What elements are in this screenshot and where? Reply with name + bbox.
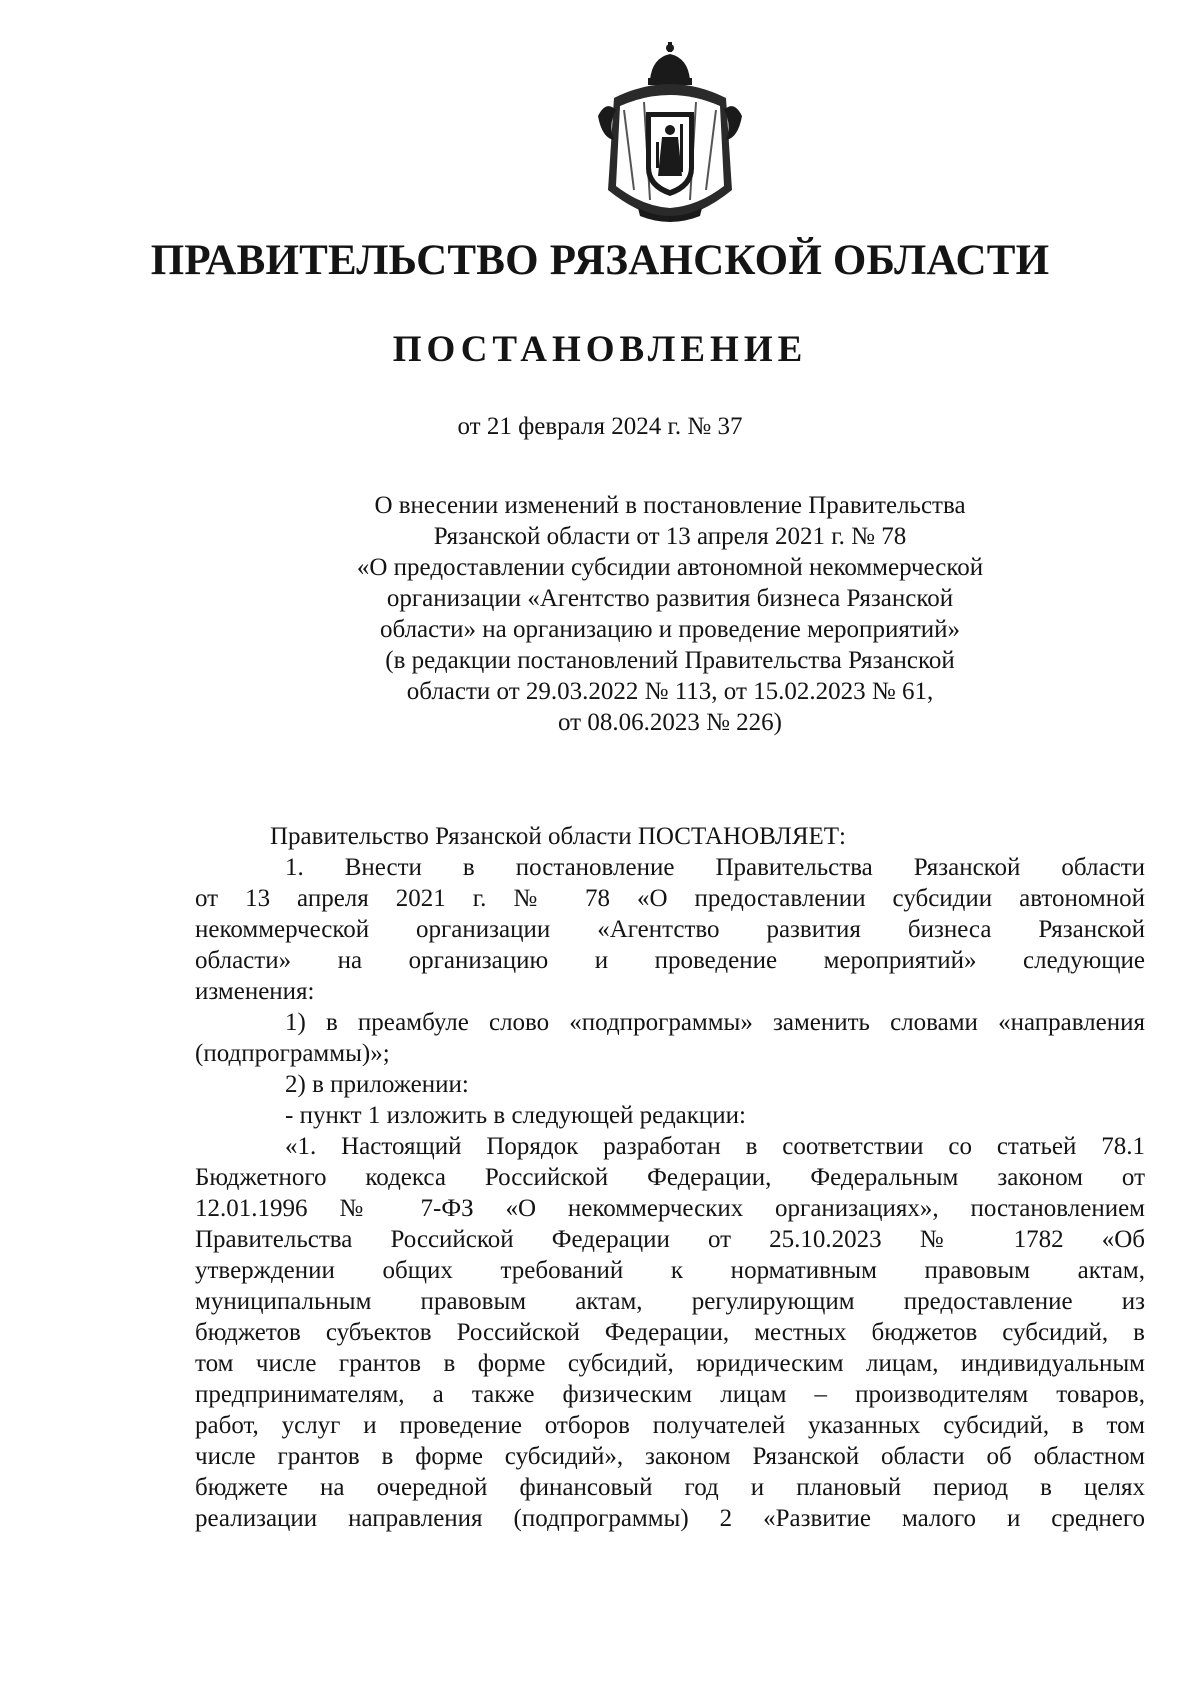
subject-line: области» на организацию и проведение мероприятий» [379, 616, 961, 643]
body-line: утверждении общих требований к нормативным правовым актам, [195, 1257, 1145, 1284]
body-line: Правительства Российской Федерации от 25.10.2023 № 1782 «Об [195, 1226, 1145, 1253]
body-line: - пункт 1 изложить в следующей редакции: [285, 1102, 746, 1129]
ryazan-coat-of-arms-icon [594, 40, 746, 222]
body-line: 1) в преамбуле слово «подпрограммы» заменить словами «направления [285, 1009, 1145, 1036]
subject-line: «О предоставлении субсидии автономной некоммерческой [356, 554, 984, 581]
body-line: изменения: [195, 978, 315, 1005]
body-line: муниципальным правовым актам, регулирующим предоставление из [195, 1288, 1145, 1315]
body-line: (подпрограммы)»; [195, 1040, 390, 1067]
body-line: Бюджетного кодекса Российской Федерации, Федеральным законом от [195, 1164, 1145, 1191]
body-line: области» на организацию и проведение мероприятий» следующие [195, 947, 1145, 974]
subject-line: (в редакции постановлений Правительства Рязанской [385, 647, 955, 674]
body-line: 2) в приложении: [285, 1071, 469, 1098]
document-subject [280, 490, 1060, 738]
subject-line: организации «Агентство развития бизнеса Рязанской [386, 585, 954, 612]
body-line: работ, услуг и проведение отборов получателей указанных субсидий, в том [195, 1412, 1145, 1439]
body-line: некоммерческой организации «Агентство развития бизнеса Рязанской [195, 916, 1145, 943]
body-line: «1. Настоящий Порядок разработан в соответствии со статьей 78.1 [285, 1133, 1145, 1160]
body-line: 1. Внести в постановление Правительства Рязанской области [285, 854, 1145, 881]
document-date-number: от 21 февраля 2024 г. № 37 [457, 413, 743, 440]
subject-line: от 08.06.2023 № 226) [557, 709, 783, 736]
organization-title: ПРАВИТЕЛЬСТВО РЯЗАНСКОЙ ОБЛАСТИ [150, 237, 1050, 284]
document-type-heading: ПОСТАНОВЛЕНИЕ [392, 329, 808, 370]
subject-line: области от 29.03.2022 № 113, от 15.02.2023 № 61, [406, 678, 934, 705]
body-line: Правительство Рязанской области ПОСТАНОВЛЯЕТ: [270, 823, 846, 850]
body-line: предпринимателям, а также физическим лицам – производителям товаров, [195, 1381, 1145, 1408]
body-line: 12.01.1996 № 7-ФЗ «О некоммерческих организациях», постановлением [195, 1195, 1145, 1222]
body-line: бюджете на очередной финансовый год и плановый период в целях [195, 1474, 1145, 1501]
subject-line: О внесении изменений в постановление Правительства [374, 492, 966, 519]
body-line: реализации направления (подпрограммы) 2 «Развитие малого и среднего [195, 1505, 1145, 1532]
subject-line: Рязанской области от 13 апреля 2021 г. № 78 [433, 523, 907, 550]
document-body [195, 821, 1145, 1534]
body-line: числе грантов в форме субсидий», законом Рязанской области об областном [195, 1443, 1145, 1470]
body-line: от 13 апреля 2021 г. № 78 «О предоставлении субсидии автономной [195, 885, 1145, 912]
body-line: бюджетов субъектов Российской Федерации, местных бюджетов субсидий, в [195, 1319, 1145, 1346]
body-line: том числе грантов в форме субсидий, юридическим лицам, индивидуальным [195, 1350, 1145, 1377]
